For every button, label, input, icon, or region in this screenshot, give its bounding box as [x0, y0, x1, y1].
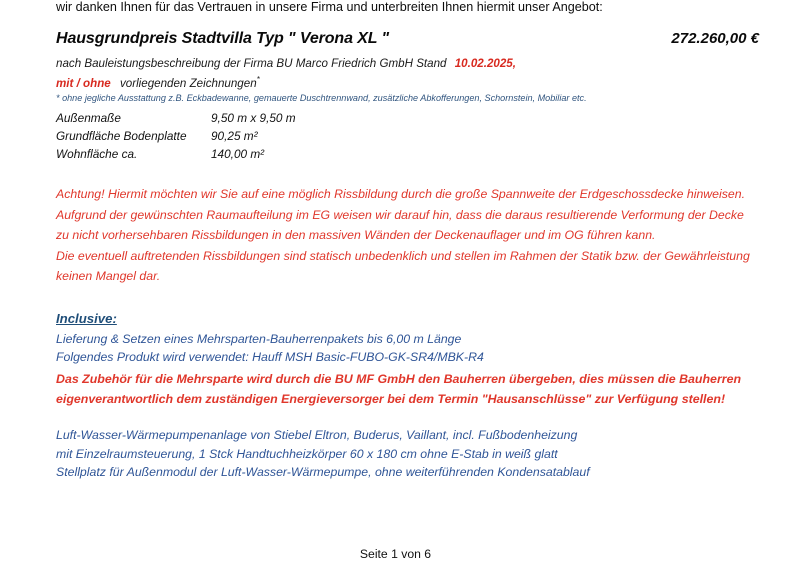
- table-row: [56, 129, 296, 147]
- measure-label: Grundfläche Bodenplatte: [56, 129, 187, 143]
- offer-price: 272.260,00 €: [671, 30, 759, 47]
- table-row: [56, 147, 296, 165]
- inclusive-line-2: Folgendes Produkt wird verwendet: Hauff MSH Basic-FUBO-GK-SR4/MBK-R4: [56, 350, 484, 364]
- warning-paragraph-1: Achtung! Hiermit möchten wir Sie auf eine möglich Rissbildung durch die große Spannweite der Erdgeschossdecke hinweisen. Aufgrund der gewünschten Raumaufteilung im EG weisen wir darauf hin, dass die daraus resultierende Verformung der Decke zu nicht vorhersehbaren Rissbildungen in den massiven Wänden der Deckenauflager und im OG führen kann.: [56, 187, 745, 243]
- option-asterisk: *: [256, 75, 260, 84]
- intro-paragraph: wir danken Ihnen für das Vertrauen in unsere Firma und unterbreiten Ihnen hiermit unser Angebot:: [56, 0, 603, 14]
- offer-footnote: * ohne jegliche Ausstattung z.B. Eckbadewanne, gemauerte Duschtrennwand, zusätzliche Abkofferungen, Schornstein, Mobiliar etc.: [56, 93, 587, 103]
- option-suffix: vorliegenden Zeichnungen: [119, 76, 257, 90]
- measure-label: Außenmaße: [56, 111, 121, 125]
- measure-value: 9,50 m x 9,50 m: [211, 111, 296, 125]
- offer-title: Hausgrundpreis Stadtvilla Typ " Verona XL ": [56, 30, 390, 47]
- inclusive-line-5: Stellplatz für Außenmodul der Luft-Wasser-Wärmepumpe, ohne weiterführenden Kondensatablauf: [56, 465, 590, 479]
- measure-value: 140,00 m²: [211, 147, 265, 161]
- warning-paragraph-2: Die eventuell auftretenden Rissbildungen sind statisch unbedenklich und stellen im Rahmen der Statik bzw. der Gewährleistung keinen Mangel dar.: [56, 248, 750, 284]
- measure-label: Wohnfläche ca.: [56, 147, 138, 161]
- inclusive-line-3: Luft-Wasser-Wärmepumpenanlage von Stiebel Eltron, Buderus, Vaillant, incl. Fußbodenheizung: [56, 428, 578, 442]
- offer-header-row: [56, 30, 759, 48]
- offer-spec-prefix: nach Bauleistungsbeschreibung der Firma BU Marco Friedrich GmbH Stand: [56, 57, 447, 70]
- measure-value: 90,25 m²: [211, 129, 258, 143]
- page-indicator: Seite 1 von 6: [359, 547, 432, 561]
- warning-block: [56, 184, 756, 287]
- offer-option-line: [56, 76, 260, 90]
- option-mit-ohne: mit / ohne: [56, 76, 111, 90]
- offer-spec-line: [56, 58, 516, 70]
- measurements-table: [56, 111, 296, 165]
- offer-spec-date: 10.02.2025,: [454, 57, 516, 70]
- table-row: [56, 111, 296, 129]
- inclusive-line-4: mit Einzelraumsteuerung, 1 Stck Handtuchheizkörper 60 x 180 cm ohne E-Stab in weiß glatt: [56, 447, 558, 461]
- inclusive-line-1: Lieferung & Setzen eines Mehrsparten-Bauherrenpakets bis 6,00 m Länge: [56, 332, 462, 346]
- inclusive-heading: Inclusive:: [56, 311, 117, 326]
- inclusive-red-notice: Das Zubehör für die Mehrsparte wird durch die BU MF GmbH den Bauherren übergeben, dies müssen die Bauherren eigenverantwortlich dem zuständigen Energieversorger bei dem Termin "Hausanschlüsse" zur Verfügung stellen!: [56, 372, 742, 406]
